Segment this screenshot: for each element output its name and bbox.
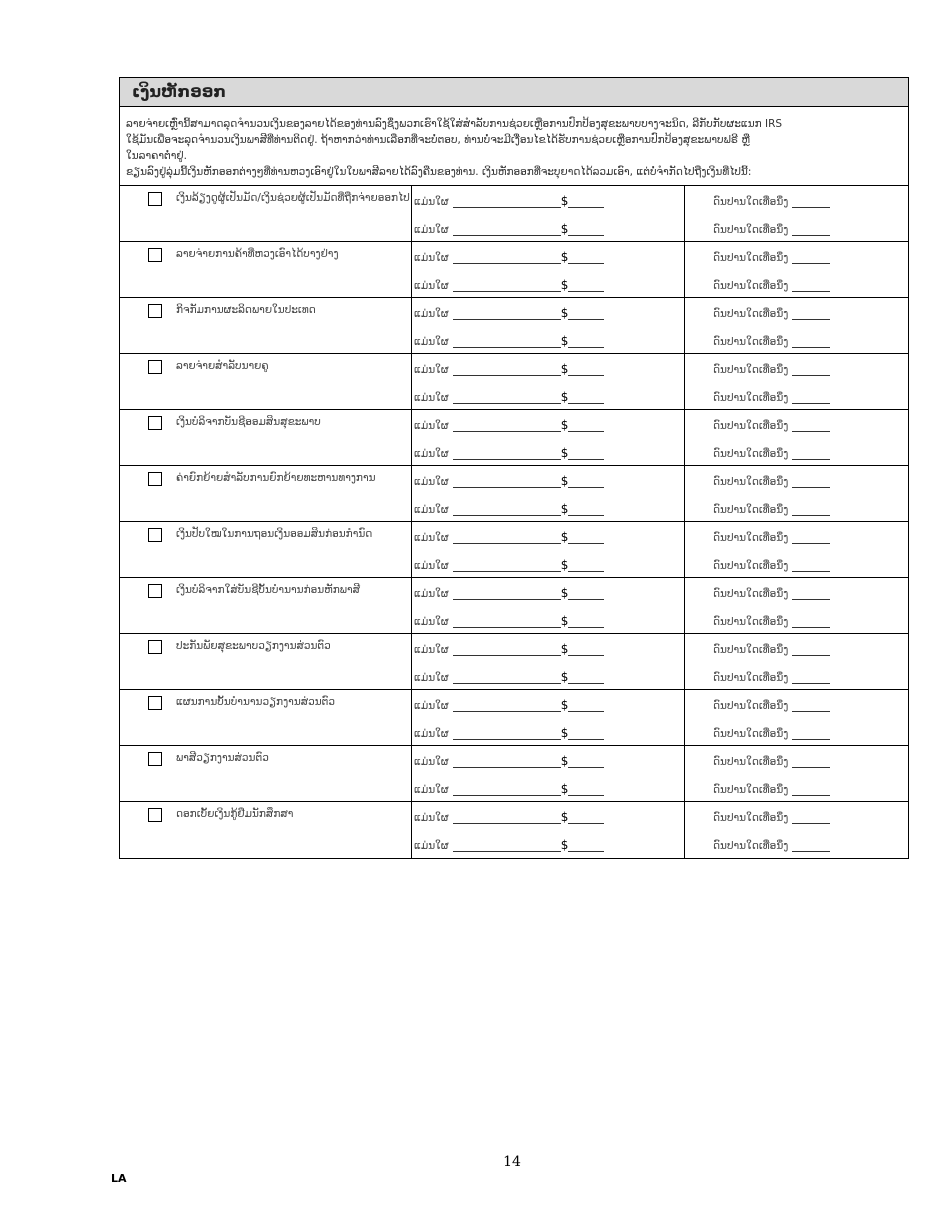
frequency-cell	[685, 410, 908, 465]
amount-line	[412, 270, 684, 298]
who-label: ແມ່ນໃຜ	[414, 644, 449, 656]
frequency-input[interactable]	[792, 533, 830, 544]
deduction-checkbox[interactable]	[148, 808, 162, 822]
frequency-label: ດົນປານໃດເທື່ອນຶ່ງ	[713, 392, 789, 404]
amount-input[interactable]	[568, 225, 604, 236]
dollar-sign: $	[560, 754, 569, 768]
dollar-sign: $	[560, 502, 569, 516]
deduction-row	[120, 634, 908, 690]
frequency-line	[685, 354, 908, 382]
frequency-label: ດົນປານໃດເທື່ອນຶ່ງ	[713, 196, 789, 208]
deduction-label: ລາຍຈ່າຍການຄ້າທີ່ຫວງເອົາໄດ້ບາງຢ່າງ	[176, 248, 339, 260]
amount-input[interactable]	[568, 841, 604, 852]
deduction-label: ດອກເບັ້ຍເງິນກູ້ຢືມນັກສຶກສາ	[176, 808, 294, 820]
deduction-label: ຄ່າຍົກຍ້າຍສຳລັບການຍົກຍ້າຍທະຫານທາງການ	[176, 472, 376, 484]
frequency-input[interactable]	[792, 505, 830, 516]
amount-cell	[412, 242, 685, 297]
deduction-type-cell	[120, 522, 412, 577]
frequency-input[interactable]	[792, 729, 830, 740]
deduction-checkbox[interactable]	[148, 304, 162, 318]
amount-line	[412, 830, 684, 858]
who-input[interactable]	[453, 841, 561, 852]
frequency-line	[685, 186, 908, 214]
who-input[interactable]	[453, 645, 561, 656]
who-input[interactable]	[453, 729, 561, 740]
frequency-input[interactable]	[792, 197, 830, 208]
who-input[interactable]	[453, 477, 561, 488]
frequency-line	[685, 578, 908, 606]
dollar-sign: $	[560, 278, 569, 292]
frequency-label: ດົນປານໃດເທື່ອນຶ່ງ	[713, 448, 789, 460]
frequency-cell	[685, 354, 908, 409]
amount-cell	[412, 634, 685, 689]
frequency-line	[685, 718, 908, 746]
frequency-input[interactable]	[792, 253, 830, 264]
intro-line: ໃນລາຄາຕ່ຳຢູ່.	[126, 150, 187, 162]
deduction-label: ລາຍຈ່າຍສຳລັບນາຍຄູ	[176, 360, 269, 372]
frequency-input[interactable]	[792, 365, 830, 376]
who-label: ແມ່ນໃຜ	[414, 420, 449, 432]
who-input[interactable]	[453, 281, 561, 292]
amount-line	[412, 438, 684, 466]
deduction-row	[120, 802, 908, 858]
amount-line	[412, 466, 684, 494]
frequency-input[interactable]	[792, 841, 830, 852]
frequency-label: ດົນປານໃດເທື່ອນຶ່ງ	[713, 504, 789, 516]
deduction-label: ແຜນການບັ້ນບຳນານວຽກງານສ່ວນຕົວ	[176, 696, 336, 708]
amount-cell	[412, 746, 685, 801]
frequency-input[interactable]	[792, 757, 830, 768]
deduction-type-cell	[120, 186, 412, 241]
frequency-label: ດົນປານໃດເທື່ອນຶ່ງ	[713, 756, 789, 768]
dollar-sign: $	[560, 558, 569, 572]
dollar-sign: $	[560, 334, 569, 348]
frequency-input[interactable]	[792, 477, 830, 488]
deduction-type-cell	[120, 578, 412, 633]
dollar-sign: $	[560, 586, 569, 600]
frequency-line	[685, 690, 908, 718]
frequency-input[interactable]	[792, 617, 830, 628]
amount-line	[412, 746, 684, 774]
intro-text	[120, 107, 908, 186]
amount-line	[412, 578, 684, 606]
frequency-input[interactable]	[792, 589, 830, 600]
frequency-input[interactable]	[792, 645, 830, 656]
amount-line	[412, 690, 684, 718]
dollar-sign: $	[560, 810, 569, 824]
deduction-row	[120, 522, 908, 578]
frequency-label: ດົນປານໃດເທື່ອນຶ່ງ	[713, 420, 789, 432]
dollar-sign: $	[560, 726, 569, 740]
amount-cell	[412, 522, 685, 577]
dollar-sign: $	[560, 250, 569, 264]
who-label: ແມ່ນໃຜ	[414, 280, 449, 292]
deduction-label: ເງິນປັບໃໝໃນການຖອນເງິນອອມສິນກ່ອນກຳນົດ	[176, 528, 373, 540]
frequency-cell	[685, 690, 908, 745]
intro-line: ໃຊ້ມັນເພື່ອຈະລຸດຈຳນວນເງິນພາສີທີ່ທ່ານຕິດຢູ່. ຖ້າຫາກວ່າທ່ານເລືອກທີ່ຈະບໍ່ຕອບ, ທ່ານບໍ່ຈະມີເງື່ອນໄຂໄດ້ຮັບການຊ່ວຍເຫຼືອການປົກປ້ອງສຸຂະພາບຟຣີ ຫຼື	[126, 134, 750, 146]
frequency-label: ດົນປານໃດເທື່ອນຶ່ງ	[713, 336, 789, 348]
deduction-row	[120, 466, 908, 522]
frequency-input[interactable]	[792, 673, 830, 684]
frequency-label: ດົນປານໃດເທື່ອນຶ່ງ	[713, 672, 789, 684]
frequency-label: ດົນປານໃດເທື່ອນຶ່ງ	[713, 308, 789, 320]
deductions-table	[120, 186, 908, 858]
amount-line	[412, 634, 684, 662]
amount-input[interactable]	[568, 393, 604, 404]
amount-line	[412, 522, 684, 550]
dollar-sign: $	[560, 222, 569, 236]
frequency-line	[685, 298, 908, 326]
deduction-checkbox[interactable]	[148, 528, 162, 542]
frequency-label: ດົນປານໃດເທື່ອນຶ່ງ	[713, 560, 789, 572]
frequency-input[interactable]	[792, 309, 830, 320]
who-label: ແມ່ນໃຜ	[414, 672, 449, 684]
amount-input[interactable]	[568, 785, 604, 796]
deduction-row	[120, 354, 908, 410]
amount-input[interactable]	[568, 673, 604, 684]
frequency-input[interactable]	[792, 785, 830, 796]
frequency-cell	[685, 298, 908, 353]
frequency-line	[685, 270, 908, 298]
deduction-type-cell	[120, 634, 412, 689]
who-label: ແມ່ນໃຜ	[414, 252, 449, 264]
frequency-line	[685, 494, 908, 522]
deduction-type-cell	[120, 298, 412, 353]
frequency-label: ດົນປານໃດເທື່ອນຶ່ງ	[713, 280, 789, 292]
amount-cell	[412, 354, 685, 409]
amount-input[interactable]	[568, 701, 604, 712]
dollar-sign: $	[560, 418, 569, 432]
intro-line: ຂຽນລົງຢູ່ລຸ່ມນີ້ເງິນຫັກອອກຕ່າງໆທີ່ທ່ານຫວງເອົາຢູ່ໃນໃບພາສີລາຍໄດ້ລົງຄືນຂອງທ່ານ. ເງິນຫັກອອກທີ່ຈະບຸຍາດໄດ້ລວມເອົາ, ແຕ່ບໍ່ຈຳກັດໄປຖືງເງິນທີ່ໄປນີ້:	[126, 166, 752, 178]
amount-input[interactable]	[568, 617, 604, 628]
dollar-sign: $	[560, 782, 569, 796]
who-input[interactable]	[453, 561, 561, 572]
frequency-line	[685, 606, 908, 634]
amount-input[interactable]	[568, 309, 604, 320]
frequency-cell	[685, 242, 908, 297]
deduction-checkbox[interactable]	[148, 248, 162, 262]
frequency-input[interactable]	[792, 813, 830, 824]
dollar-sign: $	[560, 390, 569, 404]
frequency-cell	[685, 466, 908, 521]
amount-line	[412, 662, 684, 690]
who-input[interactable]	[453, 757, 561, 768]
who-label: ແມ່ນໃຜ	[414, 336, 449, 348]
section-title: ເງິນຫັກອອກ	[120, 78, 908, 107]
frequency-label: ດົນປານໃດເທື່ອນຶ່ງ	[713, 840, 789, 852]
frequency-line	[685, 410, 908, 438]
who-input[interactable]	[453, 449, 561, 460]
amount-cell	[412, 802, 685, 858]
dollar-sign: $	[560, 474, 569, 488]
who-label: ແມ່ນໃຜ	[414, 784, 449, 796]
deduction-checkbox[interactable]	[148, 416, 162, 430]
frequency-label: ດົນປານໃດເທື່ອນຶ່ງ	[713, 616, 789, 628]
deduction-row	[120, 410, 908, 466]
deduction-type-cell	[120, 802, 412, 858]
frequency-input[interactable]	[792, 449, 830, 460]
who-label: ແມ່ນໃຜ	[414, 448, 449, 460]
frequency-cell	[685, 746, 908, 801]
amount-line	[412, 214, 684, 242]
who-label: ແມ່ນໃຜ	[414, 476, 449, 488]
who-input[interactable]	[453, 673, 561, 684]
who-input[interactable]	[453, 225, 561, 236]
frequency-label: ດົນປານໃດເທື່ອນຶ່ງ	[713, 644, 789, 656]
amount-input[interactable]	[568, 813, 604, 824]
frequency-line	[685, 550, 908, 578]
who-label: ແມ່ນໃຜ	[414, 616, 449, 628]
deduction-label: ເງິນບໍລິຈາກບັນຊີອອມສິນສຸຂະພາບ	[176, 416, 321, 428]
deduction-type-cell	[120, 690, 412, 745]
deduction-label: ກິຈກັມການຜະລິດພາຍໃນປະເທດ	[176, 304, 316, 316]
frequency-label: ດົນປານໃດເທື່ອນຶ່ງ	[713, 252, 789, 264]
amount-input[interactable]	[568, 449, 604, 460]
frequency-line	[685, 242, 908, 270]
deduction-type-cell	[120, 410, 412, 465]
frequency-label: ດົນປານໃດເທື່ອນຶ່ງ	[713, 812, 789, 824]
dollar-sign: $	[560, 530, 569, 544]
dollar-sign: $	[560, 670, 569, 684]
amount-line	[412, 186, 684, 214]
who-input[interactable]	[453, 701, 561, 712]
frequency-label: ດົນປານໃດເທື່ອນຶ່ງ	[713, 588, 789, 600]
frequency-label: ດົນປານໃດເທື່ອນຶ່ງ	[713, 476, 789, 488]
amount-line	[412, 606, 684, 634]
who-input[interactable]	[453, 421, 561, 432]
amount-input[interactable]	[568, 281, 604, 292]
deduction-type-cell	[120, 466, 412, 521]
frequency-label: ດົນປານໃດເທື່ອນຶ່ງ	[713, 364, 789, 376]
amount-line	[412, 326, 684, 354]
dollar-sign: $	[560, 614, 569, 628]
who-label: ແມ່ນໃຜ	[414, 756, 449, 768]
deduction-label: ເງິນລ້ຽງດູຜູ້ເປັນມັດ/ເງິນຊ່ວຍຜູ້ເປັນມັດທີ່ຖືກຈ່າຍອອກໄປ	[176, 192, 410, 204]
who-label: ແມ່ນໃຜ	[414, 392, 449, 404]
frequency-label: ດົນປານໃດເທື່ອນຶ່ງ	[713, 784, 789, 796]
amount-line	[412, 382, 684, 410]
amount-cell	[412, 410, 685, 465]
dollar-sign: $	[560, 698, 569, 712]
who-input[interactable]	[453, 393, 561, 404]
deduction-type-cell	[120, 242, 412, 297]
amount-cell	[412, 466, 685, 521]
frequency-line	[685, 830, 908, 858]
deduction-checkbox[interactable]	[148, 360, 162, 374]
dollar-sign: $	[560, 446, 569, 460]
frequency-input[interactable]	[792, 701, 830, 712]
amount-input[interactable]	[568, 505, 604, 516]
who-input[interactable]	[453, 365, 561, 376]
who-input[interactable]	[453, 337, 561, 348]
deductions-form	[119, 77, 909, 859]
amount-line	[412, 298, 684, 326]
deduction-checkbox[interactable]	[148, 640, 162, 654]
deduction-row	[120, 242, 908, 298]
frequency-input[interactable]	[792, 421, 830, 432]
frequency-line	[685, 634, 908, 662]
deduction-type-cell	[120, 746, 412, 801]
deduction-checkbox[interactable]	[148, 192, 162, 206]
dollar-sign: $	[560, 838, 569, 852]
amount-line	[412, 718, 684, 746]
deduction-label: ປະກັນພັຍສຸຂະພາບວຽກງານສ່ວນຕົວ	[176, 640, 331, 652]
frequency-cell	[685, 522, 908, 577]
language-code: LA	[111, 1172, 127, 1185]
frequency-line	[685, 438, 908, 466]
who-label: ແມ່ນໃຜ	[414, 812, 449, 824]
frequency-line	[685, 802, 908, 830]
deduction-row	[120, 746, 908, 802]
amount-cell	[412, 298, 685, 353]
amount-line	[412, 802, 684, 830]
frequency-cell	[685, 578, 908, 633]
who-label: ແມ່ນໃຜ	[414, 504, 449, 516]
frequency-line	[685, 774, 908, 802]
dollar-sign: $	[560, 306, 569, 320]
amount-input[interactable]	[568, 757, 604, 768]
amount-input[interactable]	[568, 729, 604, 740]
who-label: ແມ່ນໃຜ	[414, 588, 449, 600]
amount-input[interactable]	[568, 645, 604, 656]
who-label: ແມ່ນໃຜ	[414, 560, 449, 572]
dollar-sign: $	[560, 194, 569, 208]
amount-input[interactable]	[568, 253, 604, 264]
who-input[interactable]	[453, 309, 561, 320]
deduction-row	[120, 690, 908, 746]
frequency-label: ດົນປານໃດເທື່ອນຶ່ງ	[713, 700, 789, 712]
who-label: ແມ່ນໃຜ	[414, 224, 449, 236]
who-input[interactable]	[453, 253, 561, 264]
frequency-line	[685, 326, 908, 354]
frequency-line	[685, 746, 908, 774]
frequency-label: ດົນປານໃດເທື່ອນຶ່ງ	[713, 224, 789, 236]
deduction-label: ເງິນບໍລິຈາກໃສ່ບັນຊີບັ້ນບຳນານກ່ອນຫັກພາສີ	[176, 584, 361, 596]
amount-input[interactable]	[568, 337, 604, 348]
frequency-cell	[685, 802, 908, 858]
who-input[interactable]	[453, 533, 561, 544]
who-input[interactable]	[453, 505, 561, 516]
amount-line	[412, 550, 684, 578]
deduction-row	[120, 186, 908, 242]
page-number: 14	[503, 1154, 521, 1170]
frequency-label: ດົນປານໃດເທື່ອນຶ່ງ	[713, 728, 789, 740]
deduction-checkbox[interactable]	[148, 472, 162, 486]
who-label: ແມ່ນໃຜ	[414, 700, 449, 712]
dollar-sign: $	[560, 362, 569, 376]
who-input[interactable]	[453, 813, 561, 824]
deduction-type-cell	[120, 354, 412, 409]
who-label: ແມ່ນໃຜ	[414, 728, 449, 740]
amount-line	[412, 242, 684, 270]
who-input[interactable]	[453, 589, 561, 600]
who-input[interactable]	[453, 617, 561, 628]
amount-cell	[412, 690, 685, 745]
deduction-checkbox[interactable]	[148, 584, 162, 598]
amount-input[interactable]	[568, 197, 604, 208]
amount-line	[412, 410, 684, 438]
frequency-line	[685, 522, 908, 550]
who-label: ແມ່ນໃຜ	[414, 196, 449, 208]
amount-input[interactable]	[568, 365, 604, 376]
deduction-label: ພາສີວຽກງານສ່ວນຕົວ	[176, 752, 269, 764]
who-label: ແມ່ນໃຜ	[414, 364, 449, 376]
deduction-row	[120, 578, 908, 634]
amount-input[interactable]	[568, 589, 604, 600]
amount-input[interactable]	[568, 477, 604, 488]
frequency-input[interactable]	[792, 393, 830, 404]
frequency-input[interactable]	[792, 225, 830, 236]
frequency-input[interactable]	[792, 337, 830, 348]
frequency-input[interactable]	[792, 281, 830, 292]
who-label: ແມ່ນໃຜ	[414, 532, 449, 544]
dollar-sign: $	[560, 642, 569, 656]
deduction-row	[120, 298, 908, 354]
who-input[interactable]	[453, 197, 561, 208]
amount-line	[412, 354, 684, 382]
frequency-input[interactable]	[792, 561, 830, 572]
amount-cell	[412, 578, 685, 633]
frequency-cell	[685, 186, 908, 241]
amount-line	[412, 494, 684, 522]
amount-input[interactable]	[568, 533, 604, 544]
amount-input[interactable]	[568, 561, 604, 572]
deduction-checkbox[interactable]	[148, 696, 162, 710]
frequency-line	[685, 662, 908, 690]
frequency-line	[685, 466, 908, 494]
who-label: ແມ່ນໃຜ	[414, 840, 449, 852]
amount-line	[412, 774, 684, 802]
who-label: ແມ່ນໃຜ	[414, 308, 449, 320]
frequency-line	[685, 214, 908, 242]
intro-line: ລາຍຈ່າຍເຫຼົ່ານີ້ສາມາດລຸດຈຳນວນເງິນຂອງລາຍໄດ້ຂອງທ່ານລົງຊຶ່ງພວກເຮົາໃຊ້ໃສ່ສຳລັບການຊ່ວຍເຫຼືອການປົກປ້ອງສຸຂະພາບບາງຈະນິດ, ລີກັບກັບຜະແນກ IRS	[126, 118, 783, 130]
amount-input[interactable]	[568, 421, 604, 432]
frequency-label: ດົນປານໃດເທື່ອນຶ່ງ	[713, 532, 789, 544]
who-input[interactable]	[453, 785, 561, 796]
amount-cell	[412, 186, 685, 241]
frequency-cell	[685, 634, 908, 689]
deduction-checkbox[interactable]	[148, 752, 162, 766]
frequency-line	[685, 382, 908, 410]
